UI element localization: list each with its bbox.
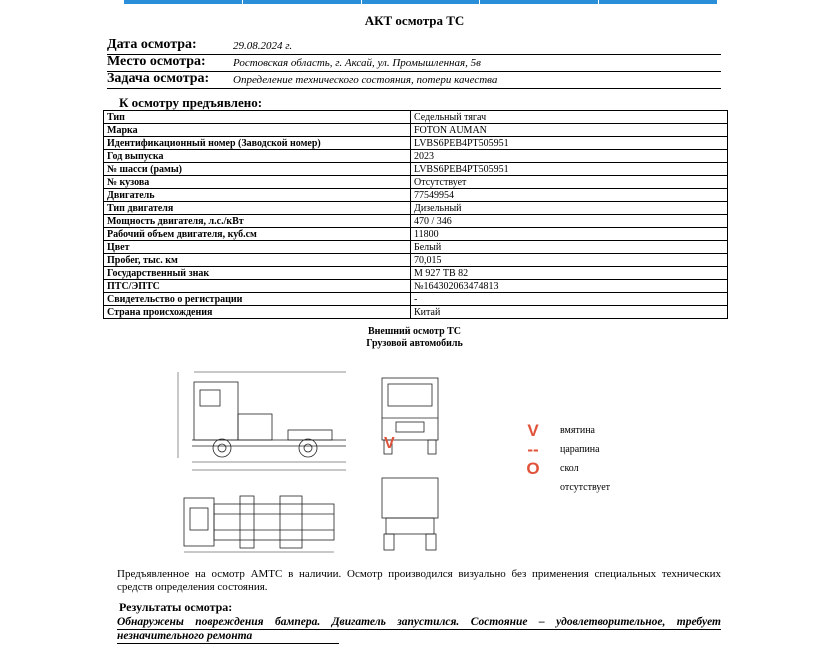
table-row [104,150,728,163]
property-value: Белый [411,241,728,254]
table-row [104,189,728,202]
table-row [104,306,728,319]
results-text: Обнаружены повреждения бампера. Двигатель запустился. Состояние – удовлетворительное, требует незначительного ремонта [117,616,721,642]
chip-icon: O [526,459,540,478]
property-value: - [411,293,728,306]
property-key: Мощность двигателя, л.с./кВт [104,215,411,228]
property-key: Тип двигателя [104,202,411,215]
info-label: Дата осмотра: [107,37,197,52]
table-row [104,124,728,137]
property-key: Тип [104,111,411,124]
top-color-bar [124,0,718,4]
info-value: Определение технического состояния, потери качества [233,74,498,86]
property-value: Седельный тягач [411,111,728,124]
info-row-task [107,71,721,89]
table-row [104,176,728,189]
info-row-place [107,54,721,72]
property-value: LVBS6PEB4PT505951 [411,163,728,176]
property-value: FOTON AUMAN [411,124,728,137]
table-row [104,280,728,293]
results-label: Результаты осмотра: [119,600,233,614]
property-value: LVBS6PEB4PT505951 [411,137,728,150]
table-row [104,137,728,150]
table-row [104,228,728,241]
dent-marker: V [384,435,395,452]
table-row [104,254,728,267]
document-title: АКТ осмотра ТС [364,13,465,28]
legend-item [520,422,640,440]
property-key: Свидетельство о регистрации [104,293,411,306]
property-value: Китай [411,306,728,319]
truck-drawings [170,366,460,556]
legend-item [520,441,640,459]
property-value: 470 / 346 [411,215,728,228]
truck-rear-view [382,478,438,550]
property-key: Рабочий объем двигателя, куб.см [104,228,411,241]
info-value: 29.08.2024 г. [233,40,293,52]
property-key: Идентификационный номер (Заводской номер) [104,137,411,150]
results-underline [117,643,339,644]
property-value: 11800 [411,228,728,241]
property-value: №164302063474813 [411,280,728,293]
property-value: Дизельный [411,202,728,215]
property-key: № шасси (рамы) [104,163,411,176]
property-key: Двигатель [104,189,411,202]
table-row [104,215,728,228]
truck-side-view [178,372,346,470]
table-row [104,267,728,280]
property-value: 2023 [411,150,728,163]
info-value: Ростовская область, г. Аксай, ул. Промышленная, 5в [233,57,481,69]
property-key: Пробег, тыс. км [104,254,411,267]
property-value: Отсутствует [411,176,728,189]
truck-top-view [184,496,334,552]
property-key: Год выпуска [104,150,411,163]
external-subtitle: Грузовой автомобиль [366,338,463,349]
table-row [104,241,728,254]
table-row [104,163,728,176]
section-title: К осмотру предъявлено: [119,95,263,110]
property-value: 77549954 [411,189,728,202]
table-row [104,293,728,306]
legend-label: царапина [560,444,600,455]
property-key: ПТС/ЭПТС [104,280,411,293]
legend-item [520,460,640,478]
table-row [104,202,728,215]
legend-label: скол [560,463,579,474]
legend-label: отсутствует [560,482,611,493]
property-key: Государственный знак [104,267,411,280]
info-row-date [107,37,721,55]
info-label: Место осмотра: [107,54,206,69]
property-value: М 927 ТВ 82 [411,267,728,280]
property-key: Цвет [104,241,411,254]
legend-label: вмятина [560,425,595,436]
property-key: Марка [104,124,411,137]
property-value: 70,015 [411,254,728,267]
properties-table [103,110,728,319]
info-label: Задача осмотра: [107,71,210,86]
legend-item [520,479,640,497]
results-underline [117,629,721,630]
dent-icon: V [527,421,539,440]
scratch-icon: -- [527,440,539,459]
external-title: Внешний осмотр ТС [367,326,462,337]
inspection-paragraph: Предъявленное на осмотр АМТС в наличии. Осмотр производился визуально без применения специальных технических средств определения состояния. [117,568,721,593]
table-row [104,111,728,124]
property-key: Страна происхождения [104,306,411,319]
property-key: № кузова [104,176,411,189]
missing-icon [520,479,546,497]
